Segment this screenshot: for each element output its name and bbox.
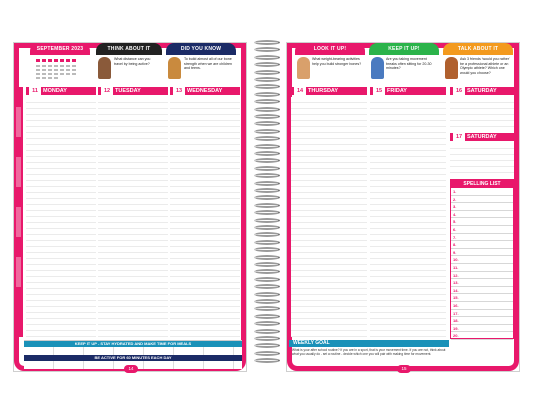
spiral-ring bbox=[254, 358, 280, 363]
spelling-line[interactable]: 18. bbox=[451, 317, 513, 325]
spiral-binding bbox=[252, 40, 282, 370]
spiral-ring bbox=[254, 218, 280, 223]
spiral-ring bbox=[254, 225, 280, 230]
spiral-ring bbox=[254, 262, 280, 267]
spiral-ring bbox=[254, 121, 280, 126]
spelling-line[interactable]: 10. bbox=[451, 256, 513, 264]
day-header-saturday: 16 SATURDAY bbox=[450, 87, 514, 95]
kid-illustration-icon bbox=[297, 57, 310, 79]
mini-calendar bbox=[30, 55, 90, 85]
spiral-ring bbox=[254, 329, 280, 334]
spiral-ring bbox=[254, 166, 280, 171]
hydration-title: KEEP IT UP - STAY HYDRATED AND MAKE TIME FOR MEALS bbox=[24, 341, 242, 347]
spiral-ring bbox=[254, 188, 280, 193]
spiral-ring bbox=[254, 269, 280, 274]
spiral-ring bbox=[254, 136, 280, 141]
spelling-line[interactable]: 9. bbox=[451, 249, 513, 257]
kid-illustration-icon bbox=[168, 57, 181, 79]
right-page bbox=[286, 42, 520, 372]
spelling-line[interactable]: 17. bbox=[451, 310, 513, 318]
spiral-ring bbox=[254, 173, 280, 178]
saturday-lines[interactable] bbox=[450, 97, 514, 131]
left-page bbox=[13, 42, 247, 372]
day-header-tuesday: 12 TUESDAY bbox=[98, 87, 168, 95]
spelling-list bbox=[450, 179, 514, 339]
spiral-ring bbox=[254, 144, 280, 149]
spiral-ring bbox=[254, 77, 280, 82]
day-header-friday: 15 FRIDAY bbox=[370, 87, 446, 95]
spelling-line[interactable]: 16. bbox=[451, 302, 513, 310]
spiral-ring bbox=[254, 181, 280, 186]
spelling-line[interactable]: 6. bbox=[451, 226, 513, 234]
spiral-ring bbox=[254, 306, 280, 311]
keep-it-up-tab: KEEP IT UP! bbox=[369, 43, 439, 55]
spelling-line[interactable]: 3. bbox=[451, 203, 513, 211]
spelling-line[interactable]: 5. bbox=[451, 218, 513, 226]
day-header-monday: 11 MONDAY bbox=[26, 87, 96, 95]
weekly-goal-text: What is your after school routine? If you are in a sport, that is your movement time. If you are not, think about what you usually do - set a routine - decide which one you will pair with making time for movement. bbox=[292, 348, 446, 356]
spelling-line[interactable]: 20. bbox=[451, 332, 513, 340]
spelling-line[interactable]: 1. bbox=[451, 188, 513, 196]
spiral-ring bbox=[254, 84, 280, 89]
spiral-ring bbox=[254, 114, 280, 119]
spiral-ring bbox=[254, 203, 280, 208]
spiral-ring bbox=[254, 255, 280, 260]
hydration-row[interactable] bbox=[24, 347, 242, 355]
spiral-ring bbox=[254, 292, 280, 297]
day-header-wednesday: 13 WEDNESDAY bbox=[170, 87, 240, 95]
think-about-it-tab: THINK ABOUT IT bbox=[96, 43, 162, 55]
spelling-line[interactable]: 13. bbox=[451, 279, 513, 287]
calendar-tab: SEPTEMBER 2023 bbox=[30, 43, 90, 55]
spiral-ring bbox=[254, 99, 280, 104]
spiral-ring bbox=[254, 210, 280, 215]
spiral-ring bbox=[254, 232, 280, 237]
spelling-line[interactable]: 11. bbox=[451, 264, 513, 272]
spiral-ring bbox=[254, 40, 280, 45]
spiral-ring bbox=[254, 151, 280, 156]
spiral-ring bbox=[254, 336, 280, 341]
spiral-ring bbox=[254, 92, 280, 97]
kid-illustration-icon bbox=[98, 57, 111, 79]
day-header-thursday: 14 THURSDAY bbox=[291, 87, 367, 95]
spiral-ring bbox=[254, 129, 280, 134]
talk-about-it-tab: TALK ABOUT IT bbox=[443, 43, 513, 55]
spiral-ring bbox=[254, 158, 280, 163]
keep-it-up-text: Are you taking movement breaks often sitting for 20-30 minutes? bbox=[386, 57, 432, 70]
spelling-line[interactable]: 15. bbox=[451, 294, 513, 302]
spiral-ring bbox=[254, 314, 280, 319]
kid-illustration-icon bbox=[371, 57, 384, 79]
spiral-ring bbox=[254, 240, 280, 245]
monday-lines[interactable] bbox=[26, 97, 96, 337]
spiral-ring bbox=[254, 70, 280, 75]
wednesday-lines[interactable] bbox=[170, 97, 240, 337]
spiral-ring bbox=[254, 343, 280, 348]
spiral-ring bbox=[254, 47, 280, 52]
kid-illustration-icon bbox=[445, 57, 458, 79]
weekly-goal-title: WEEKLY GOAL bbox=[289, 340, 449, 347]
spelling-line[interactable]: 12. bbox=[451, 272, 513, 280]
weekly-goal bbox=[289, 340, 449, 370]
spiral-ring bbox=[254, 55, 280, 60]
spiral-ring bbox=[254, 62, 280, 67]
page-number: 15 bbox=[397, 365, 411, 373]
day-header-sunday: 17 SATURDAY bbox=[450, 133, 514, 141]
spelling-line[interactable]: 19. bbox=[451, 325, 513, 333]
spelling-list-title: SPELLING LIST bbox=[451, 180, 513, 188]
look-it-up-tab: LOOK IT UP! bbox=[295, 43, 365, 55]
spiral-ring bbox=[254, 195, 280, 200]
spelling-line[interactable]: 4. bbox=[451, 211, 513, 219]
friday-lines[interactable] bbox=[370, 97, 446, 337]
spelling-line[interactable]: 8. bbox=[451, 241, 513, 249]
did-you-know-text: To build almost all of our bone strength when we are children and teens. bbox=[184, 57, 232, 70]
thursday-lines[interactable] bbox=[291, 97, 367, 337]
did-you-know-tab: DID YOU KNOW bbox=[166, 43, 236, 55]
tuesday-lines[interactable] bbox=[98, 97, 168, 337]
sunday-lines[interactable] bbox=[450, 143, 514, 175]
activity-title: BE ACTIVE FOR 60 MINUTES EACH DAY bbox=[24, 355, 242, 361]
spiral-ring bbox=[254, 351, 280, 356]
spiral-ring bbox=[254, 247, 280, 252]
spelling-line[interactable]: 14. bbox=[451, 287, 513, 295]
think-about-it-text: What distance can you travel by being active? bbox=[114, 57, 151, 66]
spiral-ring bbox=[254, 321, 280, 326]
page-number: 14 bbox=[124, 365, 138, 373]
spelling-line[interactable]: 2. bbox=[451, 196, 513, 204]
spiral-ring bbox=[254, 107, 280, 112]
spiral-ring bbox=[254, 299, 280, 304]
spelling-line[interactable]: 7. bbox=[451, 234, 513, 242]
spiral-ring bbox=[254, 277, 280, 282]
side-strip bbox=[14, 87, 23, 337]
spiral-ring bbox=[254, 284, 280, 289]
look-it-up-text: What weight-bearing activities help you build stronger bones? bbox=[312, 57, 362, 66]
talk-about-it-text: Ask 3 friends 'would you rather' be a professional athlete or an Olympic athlete? Which one would you choose? bbox=[460, 57, 510, 75]
